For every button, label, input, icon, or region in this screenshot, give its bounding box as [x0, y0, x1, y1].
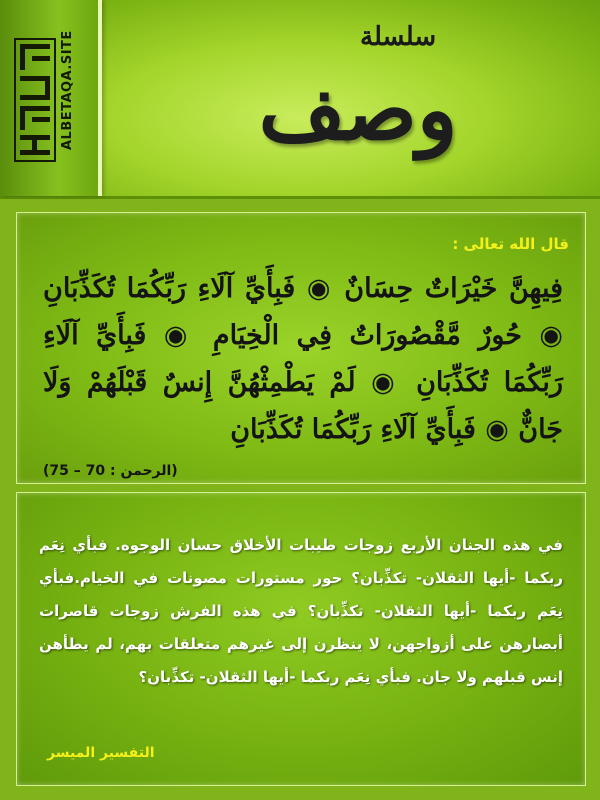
kufic-logo — [14, 38, 56, 162]
tafsir-source: التفسير الميسر — [47, 745, 155, 761]
header-banner — [0, 0, 600, 199]
logo-site-text: ALBETAQA.SITE — [60, 30, 75, 150]
page-title: وصف — [258, 60, 458, 159]
logo-strip — [0, 0, 102, 196]
verse-reference: (الرحمن : 70 – 75) — [43, 463, 178, 479]
tafsir-text: في هذه الجنان الأربع زوجات طيبات الأخلاق حسان الوجوه. فبأي نِعَم ربكما -أيها الثقلان- تكذِّبان؟ حور مستورات مصونات في الخيام.فبأي نِعَم ربكما -أيها الثقلان- تكذِّبان؟ في هذه الفرش زوجات قاصرات أبصارهن على أزواجهن، لا ينظرن إلى غيرهم متعلقات بهم، لم يطأهن إنس قبلهم ولا جان. فبأي نِعَم ربكما -أيها الثقلان- تكذِّبان؟ — [39, 536, 563, 686]
verse-panel — [16, 212, 586, 484]
verse-intro-label: قال الله تعالى : — [452, 235, 569, 253]
quran-verse-text: فِيهِنَّ خَيْرَاتٌ حِسَانٌ ◉ فَبِأَيِّ آلَاءِ رَبِّكُمَا تُكَذِّبَانِ ◉ حُورٌ مَّقْصُورَاتٌ فِي الْخِيَامِ ◉ فَبِأَيِّ آلَاءِ رَبِّكُمَا تُكَذِّبَانِ ◉ لَمْ يَطْمِثْهُنَّ إِنسٌ قَبْلَهُمْ وَلَا جَانٌّ ◉ فَبِأَيِّ آلَاءِ رَبِّكُمَا تُكَذِّبَانِ — [43, 273, 563, 445]
tafsir-panel — [16, 492, 586, 786]
series-label: سلسلة — [360, 22, 437, 52]
